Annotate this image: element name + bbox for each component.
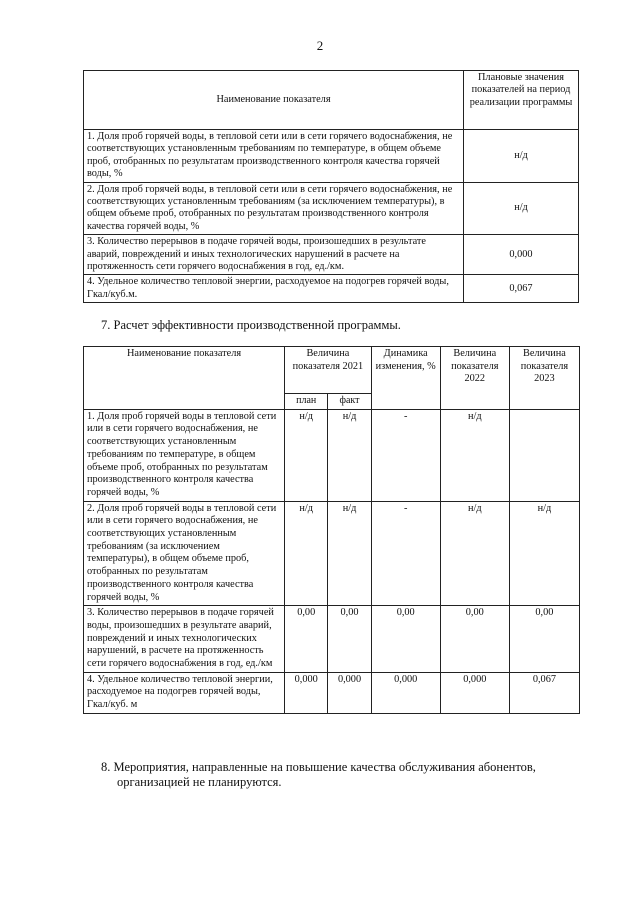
indicator-name: 3. Количество перерывов в подаче горячей воды, произошедших в результате аварий, повреждений и иных технологических нарушений, в расчете на протяженность сети горячего водоснабжения в год, ед./км bbox=[84, 606, 285, 673]
header-indicator-name: Наименование показателя bbox=[84, 347, 285, 410]
header-dynamics: Динамика изменения, % bbox=[371, 347, 440, 410]
header-plan: план bbox=[285, 394, 328, 410]
indicator-name: 1. Доля проб горячей воды, в тепловой сети или в сети горячего водоснабжения, не соответствующих установленным требованиям по температуре, в общем объеме проб, отобранных по результатам производственного контроля качества горячей воды, % bbox=[84, 130, 464, 183]
table-row bbox=[84, 130, 579, 183]
fact-value: н/д bbox=[328, 409, 371, 501]
value-2023 bbox=[509, 409, 579, 501]
value-2022: 0,00 bbox=[440, 606, 509, 673]
table-row bbox=[84, 182, 579, 235]
table-row bbox=[84, 235, 579, 275]
indicator-name: 4. Удельное количество тепловой энергии, расходуемое на подогрев горячей воды, Гкал/куб.м. bbox=[84, 275, 464, 303]
value-2022: н/д bbox=[440, 501, 509, 606]
section-8-line-2: организацией не планируются. bbox=[117, 775, 282, 789]
indicator-value: 0,000 bbox=[464, 235, 579, 275]
section-7-title: 7. Расчет эффективности производственной программы. bbox=[101, 318, 401, 332]
table-row bbox=[84, 501, 580, 606]
value-2023: н/д bbox=[509, 501, 579, 606]
fact-value: н/д bbox=[328, 501, 371, 606]
fact-value: 0,00 bbox=[328, 606, 371, 673]
header-value-2021: Величина показателя 2021 bbox=[285, 347, 372, 394]
table-row bbox=[84, 672, 580, 713]
header-indicator-name: Наименование показателя bbox=[84, 71, 464, 130]
page-number: 2 bbox=[316, 38, 324, 53]
indicator-name: 2. Доля проб горячей воды, в тепловой сети или в сети горячего водоснабжения, не соответствующих установленным требованиям (за исключением температуры), в общем объеме проб, отобранных по результатам производственного контроля качества горячей воды, % bbox=[84, 182, 464, 235]
plan-value: 0,000 bbox=[285, 672, 328, 713]
dynamics-value: - bbox=[371, 409, 440, 501]
target-indicators-table bbox=[83, 70, 579, 303]
indicator-name: 4. Удельное количество тепловой энергии, расходуемое на подогрев горячей воды, Гкал/куб. м bbox=[84, 672, 285, 713]
table-header-row bbox=[84, 347, 580, 394]
plan-value: 0,00 bbox=[285, 606, 328, 673]
indicator-value: 0,067 bbox=[464, 275, 579, 303]
plan-value: н/д bbox=[285, 501, 328, 606]
table-row bbox=[84, 606, 580, 673]
value-2022: н/д bbox=[440, 409, 509, 501]
value-2023: 0,00 bbox=[509, 606, 579, 673]
header-value-2023: Величина показателя 2023 bbox=[509, 347, 579, 410]
header-value-2022: Величина показателя 2022 bbox=[440, 347, 509, 410]
dynamics-value: 0,00 bbox=[371, 606, 440, 673]
table-row bbox=[84, 409, 580, 501]
indicator-name: 3. Количество перерывов в подаче горячей воды, произошедших в результате аварий, повреждений и иных технологических нарушений в расчете на протяженность сети горячего водоснабжения в год, ед./км. bbox=[84, 235, 464, 275]
section-8-paragraph bbox=[101, 760, 578, 790]
efficiency-table bbox=[83, 346, 580, 714]
header-fact: факт bbox=[328, 394, 371, 410]
indicator-name: 2. Доля проб горячей воды в тепловой сети или в сети горячего водоснабжения, не соответствующих установленным требованиям (за исключением температуры), в общем объеме проб, отобранных по результатам производственного контроля качества горячей воды, % bbox=[84, 501, 285, 606]
table-header-row bbox=[84, 71, 579, 130]
dynamics-value: 0,000 bbox=[371, 672, 440, 713]
section-8-line-1: 8. Мероприятия, направленные на повышение качества обслуживания абонентов, bbox=[101, 760, 536, 774]
indicator-value: н/д bbox=[464, 182, 579, 235]
dynamics-value: - bbox=[371, 501, 440, 606]
value-2023: 0,067 bbox=[509, 672, 579, 713]
fact-value: 0,000 bbox=[328, 672, 371, 713]
indicator-name: 1. Доля проб горячей воды в тепловой сети или в сети горячего водоснабжения, не соответствующих установленным требованиям по температуре, в общем объеме проб, отобранных по результатам производственного контроля качества горячей воды, % bbox=[84, 409, 285, 501]
plan-value: н/д bbox=[285, 409, 328, 501]
value-2022: 0,000 bbox=[440, 672, 509, 713]
header-planned-values: Плановые значения показателей на период реализации программы bbox=[464, 71, 579, 130]
table-row bbox=[84, 275, 579, 303]
indicator-value: н/д bbox=[464, 130, 579, 183]
